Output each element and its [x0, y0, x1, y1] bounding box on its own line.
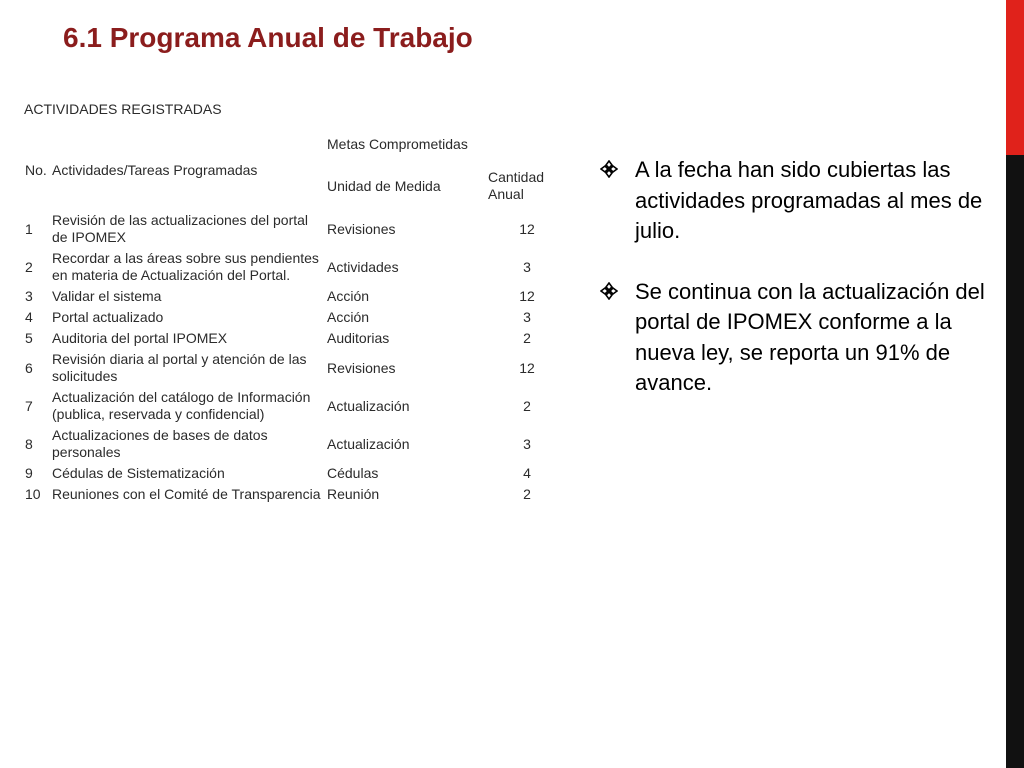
bullet-item	[600, 277, 990, 399]
edge-accent-red	[1006, 0, 1024, 155]
table-row	[22, 463, 570, 484]
row-unit: Revisiones	[327, 359, 396, 376]
row-quantity: 12	[519, 220, 535, 237]
row-unit: Acción	[327, 309, 370, 325]
diamond-bullet-icon	[600, 155, 635, 178]
header-unit: Unidad de Medida	[327, 177, 441, 194]
table-row	[22, 349, 570, 387]
bullet-text: Se continua con la actualización del portal de IPOMEX conforme a la nueva ley, se reporta un 91% de avance.	[635, 278, 985, 395]
row-quantity: 2	[523, 397, 531, 414]
bullet-text: A la fecha han sido cubiertas las actividades programadas al mes de julio.	[635, 157, 983, 243]
edge-accent-black	[1006, 155, 1024, 768]
group-header-metas: Metas Comprometidas	[327, 135, 468, 152]
row-unit: Actualización	[327, 397, 410, 414]
row-number: 4	[25, 309, 33, 325]
row-activity: Validar el sistema	[52, 288, 162, 304]
row-activity: Revisión diaria al portal y atención de las solicitudes	[52, 351, 307, 384]
row-number: 8	[25, 435, 33, 452]
row-quantity: 4	[523, 465, 531, 481]
row-activity: Auditoria del portal IPOMEX	[52, 330, 228, 346]
row-number: 10	[25, 486, 41, 502]
row-activity: Revisión de las actualizaciones del portal de IPOMEX	[52, 212, 309, 245]
row-activity: Actualización del catálogo de Información (publica, reservada y confidencial)	[52, 389, 311, 422]
bullet-item	[600, 155, 990, 247]
row-unit: Acción	[327, 288, 370, 304]
row-number: 7	[25, 397, 33, 414]
row-quantity: 3	[523, 309, 531, 325]
row-number: 5	[25, 330, 33, 346]
row-quantity: 3	[523, 258, 531, 275]
header-quantity-label: Cantidad Anual	[488, 169, 545, 202]
bullet-list	[600, 155, 990, 399]
row-unit: Cédulas	[327, 465, 379, 481]
header-quantity	[484, 162, 570, 210]
diamond-bullet-icon	[600, 277, 635, 300]
row-number: 1	[25, 220, 33, 237]
row-activity: Recordar a las áreas sobre sus pendientes en materia de Actualización del Portal.	[52, 250, 319, 283]
row-number: 3	[25, 288, 33, 304]
activities-table	[22, 126, 570, 505]
row-activity: Cédulas de Sistematización	[52, 465, 225, 481]
row-unit: Actividades	[327, 258, 399, 275]
row-unit: Revisiones	[327, 220, 396, 237]
row-number: 6	[25, 359, 33, 376]
row-unit: Actualización	[327, 435, 410, 452]
row-number: 9	[25, 465, 33, 481]
table-caption: ACTIVIDADES REGISTRADAS	[24, 101, 222, 117]
row-quantity: 12	[519, 288, 535, 304]
row-unit: Reunión	[327, 486, 380, 502]
header-no: No.	[25, 162, 47, 178]
table-row	[22, 328, 570, 349]
table-row	[22, 425, 570, 463]
row-number: 2	[25, 258, 33, 275]
row-quantity: 2	[523, 486, 531, 502]
row-activity: Actualizaciones de bases de datos personales	[52, 427, 268, 460]
row-quantity: 12	[519, 359, 535, 376]
table-row	[22, 387, 570, 425]
row-unit: Auditorias	[327, 330, 390, 346]
row-activity: Reuniones con el Comité de Transparencia	[52, 486, 321, 502]
table-row	[22, 210, 570, 248]
table-row	[22, 248, 570, 286]
table-row	[22, 484, 570, 505]
slide-title: 6.1 Programa Anual de Trabajo	[63, 22, 473, 53]
header-activity: Actividades/Tareas Programadas	[52, 162, 258, 178]
row-quantity: 2	[523, 330, 531, 346]
table-row	[22, 286, 570, 307]
row-activity: Portal actualizado	[52, 309, 164, 325]
row-quantity: 3	[523, 435, 531, 452]
table-row	[22, 307, 570, 328]
